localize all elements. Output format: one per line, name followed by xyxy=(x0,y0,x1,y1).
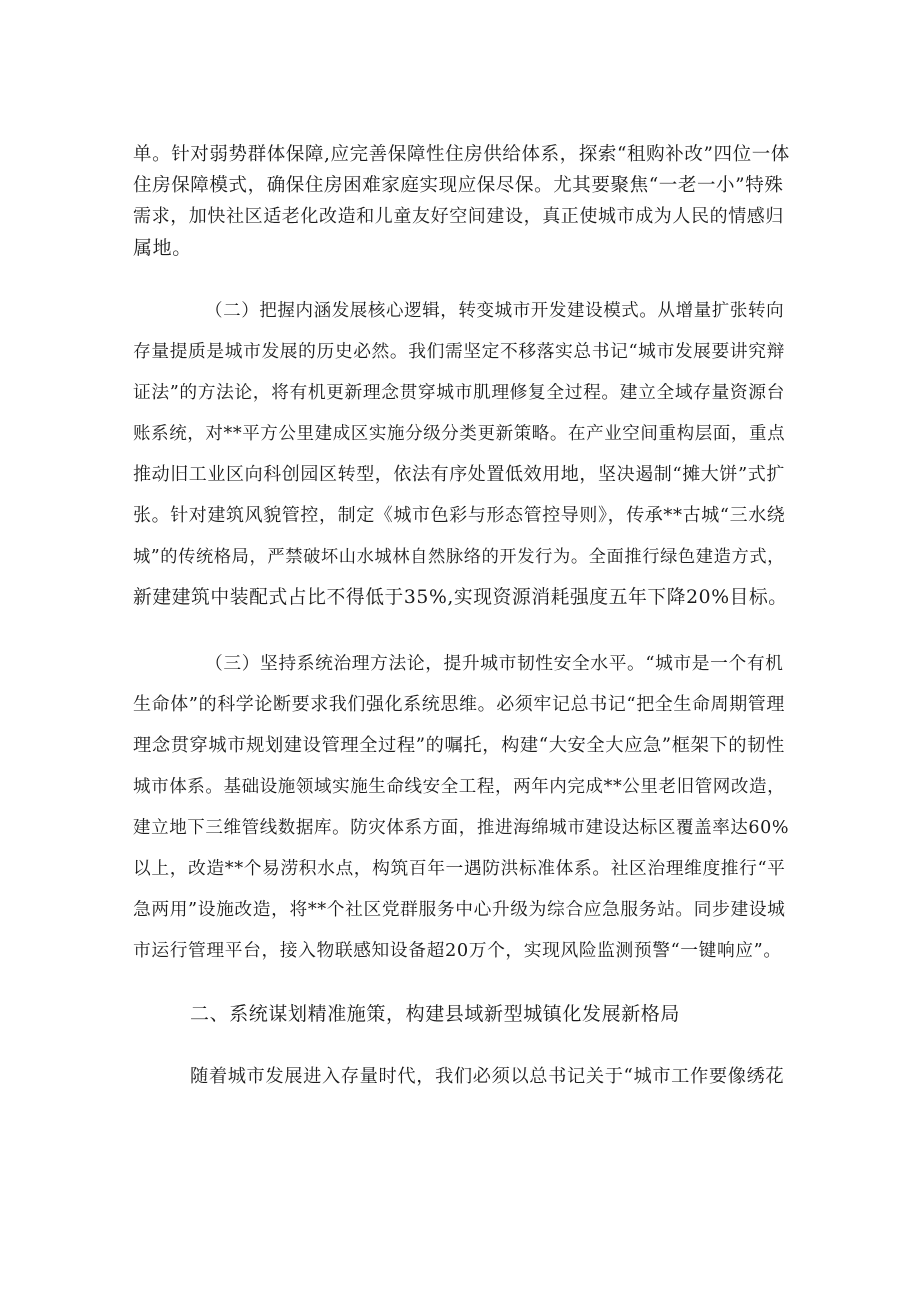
paragraph-first-line: （二）把握内涵发展核心逻辑，转变城市开发建设模式。从增量扩张转向 xyxy=(205,301,785,321)
paragraph-line: 建立地下三维管线数据库。防灾体系方面，推进海绵城市建设达标区覆盖率达60% xyxy=(133,818,790,838)
paragraph-first-line: （三）坚持系统治理方法论，提升城市韧性安全水平。“城市是一个有机 xyxy=(205,654,784,674)
paragraph-line: 以上，改造**个易涝积水点，构筑百年一遇防洪标准体系。社区治理维度推行“平 xyxy=(133,859,786,879)
paragraph-line: 新建建筑中装配式占比不得低于35%,实现资源消耗强度五年下降20%目标。 xyxy=(133,587,788,608)
paragraph-first-line: 随着城市发展进入存量时代，我们必须以总书记关于“城市工作要像绣花 xyxy=(190,1066,785,1087)
paragraph-line: 生命体”的科学论断要求我们强化系统思维。必须牢记总书记“把全生命周期管理 xyxy=(133,694,786,715)
paragraph-line: 存量提质是城市发展的历史必然。我们需坚定不移落实总书记“城市发展要讲究辩 xyxy=(133,342,785,362)
paragraph-line: 市运行管理平台，接入物联感知设备超20万个，实现风险监测预警“一键响应”。 xyxy=(133,941,782,961)
paragraph-line: 需求，加快社区适老化改造和儿童友好空间建设，真正使城市成为人民的情感归 xyxy=(133,206,784,227)
paragraph-line: 证法”的方法论，将有机更新理念贯穿城市肌理修复全过程。建立全域存量资源台 xyxy=(133,383,785,403)
paragraph-line: 账系统，对**平方公里建成区实施分级分类更新策略。在产业空间重构层面，重点 xyxy=(133,424,786,444)
paragraph-line: 张。针对建筑风貌管控，制定《城市色彩与形态管控导则》，传承**古城“三水绕 xyxy=(133,505,786,526)
paragraph-line: 城”的传统格局，严禁破坏山水城林自然脉络的开发行为。全面推行绿色建造方式， xyxy=(133,547,786,567)
paragraph-line: 推动旧工业区向科创园区转型，依法有序处置低效用地，坚决遏制“摊大饼”式扩 xyxy=(133,464,786,485)
paragraph-line: 单。针对弱势群体保障,应完善保障性住房供给体系，探索“租购补改”四位一体 xyxy=(133,144,790,165)
paragraph-line: 急两用”设施改造，将**个社区党群服务中心升级为综合应急服务站。同步建设城 xyxy=(133,900,786,920)
paragraph-line: 属地。 xyxy=(133,237,192,259)
paragraph-line: 理念贯穿城市规划建设管理全过程”的嘱托，构建“大安全大应急”框架下的韧性 xyxy=(133,735,785,756)
paragraph-line: 城市体系。基础设施领域实施生命线安全工程，两年内完成**公里老旧管网改造， xyxy=(133,777,786,797)
paragraph-line: 住房保障模式，确保住房困难家庭实现应保尽保。尤其要聚焦“一老一小”特殊 xyxy=(133,175,784,196)
section-heading-text: 二、系统谋划精准施策，构建县域新型城镇化发展新格局 xyxy=(190,1003,681,1025)
